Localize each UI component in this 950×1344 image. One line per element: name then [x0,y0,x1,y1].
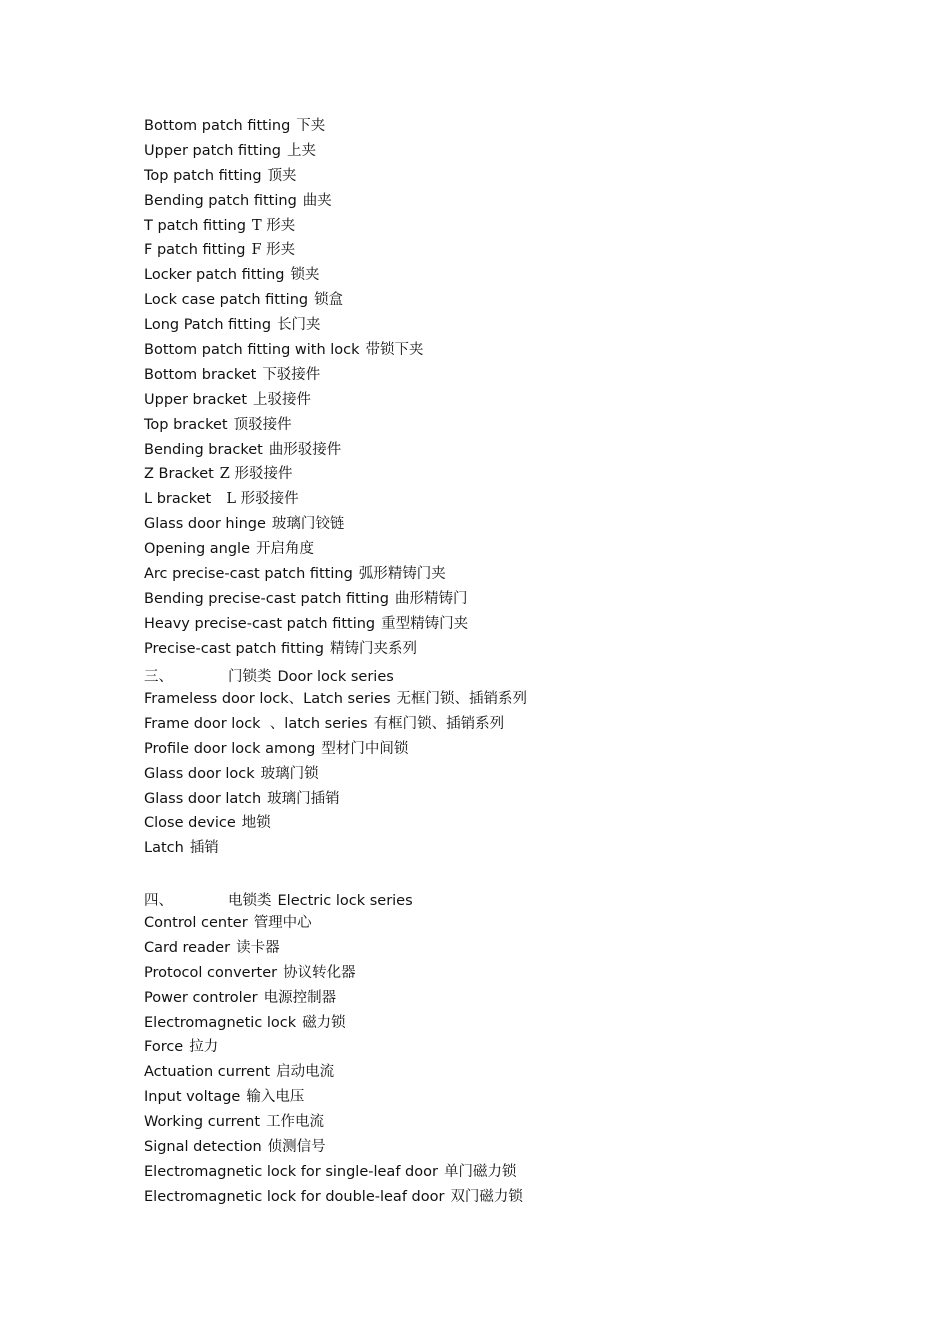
term-en: Opening angle [144,541,250,558]
term-en: Bending precise-cast patch fitting [144,590,389,607]
term-en: Top patch fitting [144,167,262,184]
door-lock-list [144,687,904,861]
list-item [144,1135,904,1160]
term-en: Frame door lock 、latch series [144,715,368,732]
list-item [144,238,904,263]
list-item [144,388,904,413]
list-item [144,911,904,936]
term-zh: 有框门锁、插销系列 [373,715,505,732]
section-title-en: Door lock series [277,669,394,685]
term-zh: 开启角度 [256,541,314,558]
term-zh: 双门磁力锁 [450,1188,523,1205]
list-item [144,313,904,338]
term-en: F patch fitting [144,242,246,259]
list-item [144,836,904,861]
section-number: 三、 [144,669,173,685]
term-zh: 启动电流 [276,1064,335,1081]
term-zh: F 形夹 [251,242,296,259]
term-en: Arc precise-cast patch fitting [144,566,353,583]
list-item [144,462,904,487]
term-zh: 读卡器 [236,939,280,956]
term-en: Lock case patch fitting [144,292,309,309]
list-item [144,114,904,139]
term-en: Electromagnetic lock [144,1014,297,1031]
list-item [144,936,904,961]
list-item [144,637,904,662]
term-en: Card reader [144,939,231,956]
list-item [144,288,904,313]
list-item [144,737,904,762]
list-item [144,413,904,438]
term-zh: 顶夹 [267,167,297,184]
term-zh: 下夹 [296,118,326,134]
term-zh: 无框门锁、插销系列 [396,691,527,707]
term-zh: 曲夹 [302,192,332,209]
list-item [144,762,904,787]
term-en: Protocol converter [144,964,278,981]
section-number: 四、 [144,893,173,909]
term-zh: 拉力 [189,1039,219,1056]
term-zh: 上驳接件 [253,391,312,408]
term-en: Heavy precise-cast patch fitting [144,615,376,632]
list-item [144,189,904,214]
term-zh: 单门磁力锁 [443,1163,517,1180]
term-en: Z Bracket [144,466,214,483]
term-en: Power controler [144,989,258,1006]
term-zh: 输入电压 [246,1089,305,1106]
term-zh: 锁盒 [314,292,344,309]
list-item [144,787,904,812]
term-en: Long Patch fitting [144,317,272,334]
term-zh: L 形驳接件 [217,491,299,508]
list-item [144,961,904,986]
term-zh: 地锁 [241,815,271,832]
list-item [144,214,904,239]
list-item [144,587,904,612]
patch-fitting-list [144,114,904,662]
term-en: Upper bracket [144,391,248,408]
term-zh: 插销 [189,840,219,857]
term-en: L bracket [144,491,212,508]
term-en: Control center [144,915,248,931]
list-item [144,363,904,388]
list-item [144,1060,904,1085]
term-zh: 顶驳接件 [233,416,292,433]
term-zh: 长门夹 [277,317,321,334]
term-zh: 侦测信号 [267,1139,326,1156]
term-en: Precise-cast patch fitting [144,640,324,657]
term-zh: 曲形精铸门 [394,590,468,607]
term-en: Profile door lock among [144,740,316,757]
term-zh: 带锁下夹 [365,342,424,359]
term-en: Glass door hinge [144,516,266,533]
list-item [144,562,904,587]
term-zh: 型材门中间锁 [321,740,409,757]
list-item [144,687,904,712]
term-en: T patch fitting [144,217,246,234]
term-en: Top bracket [144,416,228,433]
term-en: Working current [144,1114,261,1131]
list-item [144,1035,904,1060]
section-title-zh: 电锁类 [228,893,272,909]
term-zh: T 形夹 [251,217,296,234]
section-title-zh: 门锁类 [228,669,272,685]
term-zh: 电源控制器 [263,989,337,1006]
term-zh: 重型精铸门夹 [381,615,469,632]
list-item [144,1011,904,1036]
term-zh: 曲形驳接件 [268,441,342,458]
term-en: Locker patch fitting [144,267,285,284]
term-en: Bottom patch fitting [144,118,291,134]
term-en: Bottom bracket [144,366,257,383]
section-title-en: Electric lock series [277,893,413,909]
list-item [144,986,904,1011]
list-item [144,512,904,537]
term-en: Actuation current [144,1064,271,1081]
term-zh: 弧形精铸门夹 [358,566,446,583]
term-zh: 玻璃门铰链 [271,516,345,533]
term-en: Bending patch fitting [144,192,297,209]
term-zh: 上夹 [287,142,316,159]
term-en: Input voltage [144,1089,241,1106]
list-item [144,263,904,288]
list-item [144,338,904,363]
term-en: Glass door lock [144,765,255,782]
term-zh: 协议转化器 [283,964,356,981]
term-en: Bending bracket [144,441,263,458]
term-en: Close device [144,815,236,832]
list-item [144,612,904,637]
list-item [144,139,904,164]
list-item [144,164,904,189]
list-item [144,1185,904,1210]
term-zh: 下驳接件 [262,366,321,383]
term-en: Force [144,1039,184,1056]
list-item [144,811,904,836]
term-zh: 精铸门夹系列 [329,640,417,657]
term-en: Bottom patch fitting with lock [144,342,360,359]
list-item [144,537,904,562]
term-en: Frameless door lock、Latch series [144,691,391,707]
list-item [144,1110,904,1135]
list-item [144,1085,904,1110]
term-en: Electromagnetic lock for single-leaf door [144,1163,438,1180]
list-item [144,487,904,512]
list-item [144,1160,904,1185]
term-zh: 工作电流 [266,1114,325,1131]
term-zh: 管理中心 [253,915,312,931]
term-en: Glass door latch [144,790,262,807]
term-zh: 磁力锁 [302,1014,346,1031]
term-en: Upper patch fitting [144,142,281,159]
term-en: Signal detection [144,1139,262,1156]
term-zh: 锁夹 [290,267,320,284]
electric-lock-list [144,911,904,1210]
list-item [144,438,904,463]
list-item [144,712,904,737]
term-en: Latch [144,840,184,857]
term-zh: Z 形驳接件 [219,466,293,483]
term-zh: 玻璃门插销 [267,790,340,807]
term-zh: 玻璃门锁 [260,765,319,782]
term-en: Electromagnetic lock for double-leaf door [144,1188,445,1205]
